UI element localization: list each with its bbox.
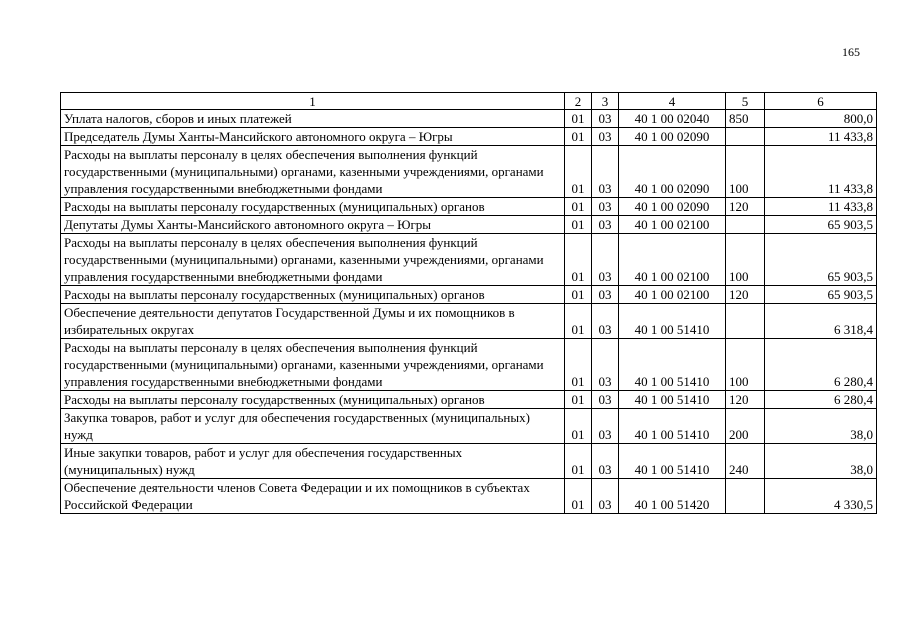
row-target-code: 40 1 00 02090	[619, 128, 726, 146]
table-row	[61, 479, 877, 514]
table-row	[61, 339, 877, 391]
table-row	[61, 128, 877, 146]
table-row	[61, 409, 877, 444]
table-row	[61, 304, 877, 339]
row-name: Расходы на выплаты персоналу государственных (муниципальных) органов	[61, 391, 565, 409]
row-section: 01	[565, 216, 592, 234]
row-target-code: 40 1 00 51410	[619, 409, 726, 444]
page-number: 165	[842, 45, 860, 59]
row-amount: 38,0	[765, 409, 877, 444]
table-row	[61, 198, 877, 216]
header-col-6: 6	[765, 93, 877, 110]
row-expense-type	[726, 479, 765, 514]
row-section: 01	[565, 198, 592, 216]
row-name: Закупка товаров, работ и услуг для обеспечения государственных (муниципальных) нужд	[61, 409, 565, 444]
row-target-code: 40 1 00 02100	[619, 286, 726, 304]
row-expense-type: 120	[726, 391, 765, 409]
table-row	[61, 444, 877, 479]
row-amount: 11 433,8	[765, 128, 877, 146]
row-name: Обеспечение деятельности депутатов Государственной Думы и их помощников в избирательных округах	[61, 304, 565, 339]
row-target-code: 40 1 00 51410	[619, 444, 726, 479]
row-section: 01	[565, 110, 592, 128]
row-name: Расходы на выплаты персоналу в целях обеспечения выполнения функций государственными (муниципальными) органами, казенными учреждениями, органами управления государственными внебюджетными фондами	[61, 146, 565, 198]
row-name: Расходы на выплаты персоналу государственных (муниципальных) органов	[61, 198, 565, 216]
row-section: 01	[565, 234, 592, 286]
row-section: 01	[565, 304, 592, 339]
row-expense-type: 200	[726, 409, 765, 444]
table-body	[61, 110, 877, 514]
row-expense-type: 100	[726, 339, 765, 391]
row-target-code: 40 1 00 51410	[619, 391, 726, 409]
table-row	[61, 146, 877, 198]
row-section: 01	[565, 479, 592, 514]
row-subsection: 03	[592, 216, 619, 234]
budget-table	[60, 92, 877, 514]
header-col-4: 4	[619, 93, 726, 110]
row-subsection: 03	[592, 146, 619, 198]
row-target-code: 40 1 00 51410	[619, 304, 726, 339]
row-section: 01	[565, 409, 592, 444]
row-section: 01	[565, 444, 592, 479]
row-name: Уплата налогов, сборов и иных платежей	[61, 110, 565, 128]
row-target-code: 40 1 00 02090	[619, 146, 726, 198]
row-target-code: 40 1 00 51410	[619, 339, 726, 391]
row-amount: 65 903,5	[765, 216, 877, 234]
table-row	[61, 391, 877, 409]
table-row	[61, 286, 877, 304]
row-amount: 11 433,8	[765, 146, 877, 198]
row-subsection: 03	[592, 444, 619, 479]
header-col-1: 1	[61, 93, 565, 110]
row-subsection: 03	[592, 198, 619, 216]
row-target-code: 40 1 00 02100	[619, 234, 726, 286]
header-col-5: 5	[726, 93, 765, 110]
row-expense-type: 100	[726, 146, 765, 198]
row-expense-type: 120	[726, 286, 765, 304]
row-subsection: 03	[592, 110, 619, 128]
header-row	[61, 93, 877, 110]
row-amount: 800,0	[765, 110, 877, 128]
row-subsection: 03	[592, 391, 619, 409]
header-col-3: 3	[592, 93, 619, 110]
row-name: Депутаты Думы Ханты-Мансийского автономного округа – Югры	[61, 216, 565, 234]
table-row	[61, 216, 877, 234]
row-amount: 65 903,5	[765, 286, 877, 304]
row-subsection: 03	[592, 286, 619, 304]
row-name: Расходы на выплаты персоналу в целях обеспечения выполнения функций государственными (муниципальными) органами, казенными учреждениями, органами управления государственными внебюджетными фондами	[61, 339, 565, 391]
row-amount: 4 330,5	[765, 479, 877, 514]
row-name: Председатель Думы Ханты-Мансийского автономного округа – Югры	[61, 128, 565, 146]
row-name: Расходы на выплаты персоналу государственных (муниципальных) органов	[61, 286, 565, 304]
row-expense-type: 120	[726, 198, 765, 216]
row-subsection: 03	[592, 479, 619, 514]
table-row	[61, 234, 877, 286]
row-subsection: 03	[592, 234, 619, 286]
row-section: 01	[565, 339, 592, 391]
row-amount: 6 280,4	[765, 339, 877, 391]
row-name: Обеспечение деятельности членов Совета Федерации и их помощников в субъектах Российской Федерации	[61, 479, 565, 514]
row-target-code: 40 1 00 51420	[619, 479, 726, 514]
row-amount: 6 318,4	[765, 304, 877, 339]
header-col-2: 2	[565, 93, 592, 110]
row-expense-type	[726, 128, 765, 146]
row-section: 01	[565, 128, 592, 146]
row-subsection: 03	[592, 339, 619, 391]
row-amount: 6 280,4	[765, 391, 877, 409]
row-expense-type: 100	[726, 234, 765, 286]
row-section: 01	[565, 146, 592, 198]
table-header	[61, 93, 877, 110]
row-expense-type	[726, 216, 765, 234]
row-target-code: 40 1 00 02100	[619, 216, 726, 234]
row-amount: 65 903,5	[765, 234, 877, 286]
row-subsection: 03	[592, 128, 619, 146]
row-name: Иные закупки товаров, работ и услуг для обеспечения государственных (муниципальных) нужд	[61, 444, 565, 479]
row-section: 01	[565, 391, 592, 409]
row-section: 01	[565, 286, 592, 304]
row-amount: 38,0	[765, 444, 877, 479]
table-row	[61, 110, 877, 128]
row-subsection: 03	[592, 409, 619, 444]
row-expense-type	[726, 304, 765, 339]
row-expense-type: 850	[726, 110, 765, 128]
row-target-code: 40 1 00 02040	[619, 110, 726, 128]
row-subsection: 03	[592, 304, 619, 339]
row-name: Расходы на выплаты персоналу в целях обеспечения выполнения функций государственными (муниципальными) органами, казенными учреждениями, органами управления государственными внебюджетными фондами	[61, 234, 565, 286]
row-target-code: 40 1 00 02090	[619, 198, 726, 216]
row-expense-type: 240	[726, 444, 765, 479]
row-amount: 11 433,8	[765, 198, 877, 216]
